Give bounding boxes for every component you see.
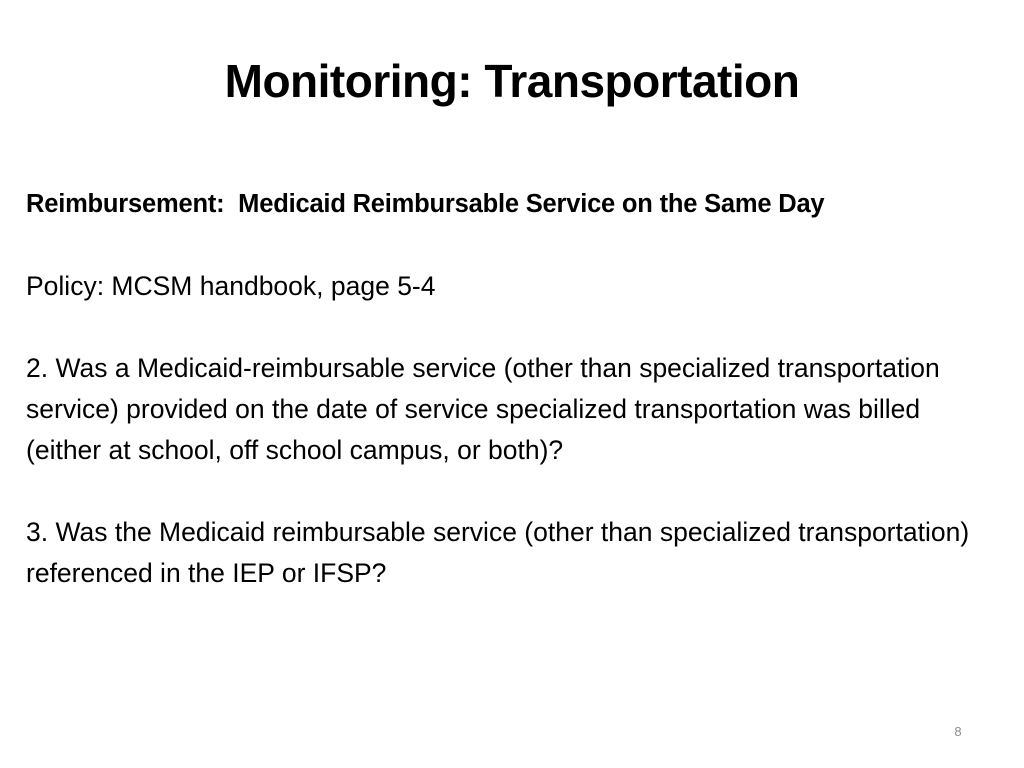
policy-reference: Policy: MCSM handbook, page 5-4 [26,271,436,301]
slide-title: Monitoring: Transportation [224,55,800,107]
spacer [26,225,996,266]
spacer [26,471,996,512]
spacer [26,307,996,348]
slide-body [26,184,996,594]
question-2: 2. Was a Medicaid-reimbursable service (other than specialized transportation service) provided on the date of service specialized transportation was billed (either at school, off school campus, or both)? [26,353,940,465]
reimbursement-subheading: Reimbursement: Medicaid Reimbursable Service on the Same Day [26,190,825,218]
page-number: 8 [954,724,962,739]
question-3: 3. Was the Medicaid reimbursable service (other than specialized transportation) referenced in the IEP or IFSP? [26,517,970,588]
